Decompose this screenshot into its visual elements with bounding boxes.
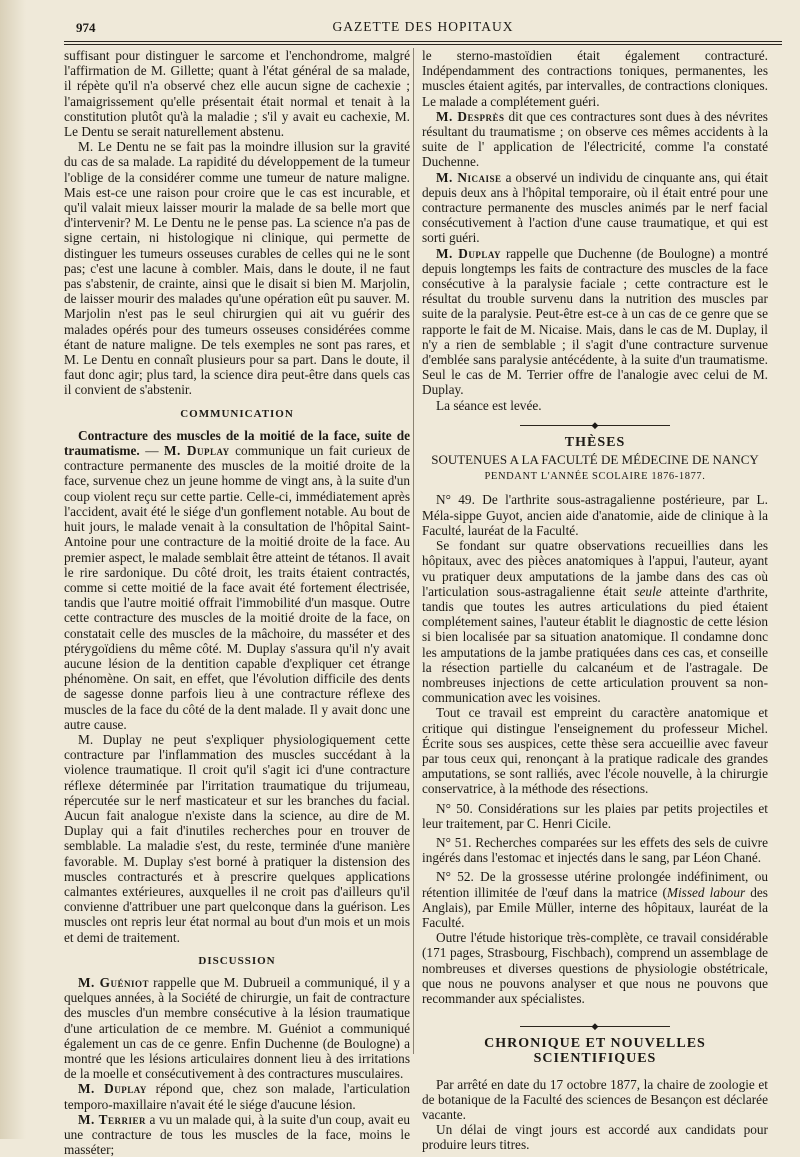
section-heading-communication: COMMUNICATION <box>180 407 294 420</box>
author-name: M. Desprès <box>436 108 505 124</box>
ornamental-separator <box>422 421 768 429</box>
paragraph: suffisant pour distinguer le sarcome et l'enchondrome, malgré l'affirmation de M. Gillette; quant à l'état général de sa malade, il répète qu'il n'a observé chez elle aucun signe de cachexie ; l'amaigrissement qu'elle présentait était normal et tenait à la constitution plutôt qu'à la maladie ; s'il y avait eu cachexie, M. Le Dentu se serait naturellement abstenu. <box>64 48 410 140</box>
header-rule-top <box>64 41 782 42</box>
thesis-entry: N° 49. De l'arthrite sous-astragalienne postérieure, par L. Méla-sippe Guyot, ancien aide d'anatomie, aide de clinique à la Faculté, lauréat de la Faculté. <box>422 492 768 538</box>
column-divider <box>413 48 414 1054</box>
author-name: M. Terrier <box>78 1111 147 1127</box>
discussion-paragraph: M. Terrier a vu un malade qui, à la suite d'un coup, avait eu une contracture de tous les muscles de la face, moins le masséter; <box>64 1111 410 1157</box>
page-number: 974 <box>76 20 96 35</box>
theses-period: PENDANT L'ANNÉE SCOLAIRE 1876-1877. <box>484 471 706 483</box>
discussion-paragraph: M. Nicaise a observé un individu de cinquante ans, qui était depuis deux ans à l'hôpital temporaire, où il était entré pour une contracture permanente des muscles animés par le nerf facial consécutivement à l'action d'une cause traumatique, et qui est sorti guéri. <box>422 169 768 246</box>
paragraph: Un délai de vingt jours est accordé aux candidats pour produire leurs titres. <box>422 1122 768 1153</box>
paragraph: le sterno-mastoïdien était également contracturé. Indépendamment des contractions toniques, permanentes, les muscles étaient agités, par intervalles, de contractions cloniques. Le malade a complétement guéri. <box>422 48 768 109</box>
discussion-paragraph: M. Duplay répond que, chez son malade, l'articulation temporo-maxillaire n'avait été le siége d'aucune lésion. <box>64 1081 410 1112</box>
paragraph: M. Duplay ne peut s'expliquer physiologiquement cette contracture par l'inflammation des muscles succédant à la violence traumatique. Il croit qu'il s'agit ici d'une contracture réflexe déterminée par l'irritation traumatique du trijumeau, répercutée sur le nerf masticateur et sur les branches du facial. Aucun fait analogue n'existe dans la science, au dire de M. Duplay qui a fait d'inutiles recherches pour en trouver de semblable. La maladie s'est, du reste, terminée d'une manière favorable. M. Duplay s'est borné à pratiquer la distension des muscles contracturés et à prescrire quelques applications calmantes extérieures, auxquelles il ne croit pas d'ailleurs qu'il convienne d'attribuer une part quelconque dans la guérison. Les muscles ont repris leur état normal au bout d'un mois et un mois et demi de traitement. <box>64 731 410 945</box>
author-name: M. Duplay <box>436 245 502 261</box>
thesis-entry: N° 51. Recherches comparées sur les effets des sels de cuivre ingérés dans l'estomac et injectés dans le sang, par Léon Chané. <box>422 834 768 866</box>
thesis-entry: N° 52. De la grossesse utérine prolongée indéfiniment, ou rétention illimitée de l'œuf dans la matrice (Missed labour des Anglais), par Emile Müller, interne des hôpitaux, lauréat de la Faculté. <box>422 869 768 930</box>
communication-paragraph: Contracture des muscles de la moitié de la face, suite de traumatisme. — M. Duplay communique un fait curieux de contracture permanente des muscles de la moitié droite de la face, survenue chez un jeune homme de vingt ans, à la suite d'un coup violent reçu sur cette partie. Celle-ci, immédiatement après l'accident, avait été le siége d'un gonflement notable. Au bout de huit jours, le malade venait à la consultation de l'hôpital Saint-Antoine pour une contracture de la moitié droite de la face. Au premier aspect, le malade semblait être atteint de tétanos. Il avait le rire sardonique. Du côté droit, les traits étaient contractés, comme si cette moitié de la face avait été fortement électrisée, tandis que l'autre moitié offrait l'immobilité d'un masque. Outre cette contracture des muscles de la moitié droite de la face, on constatait celle des muscles de la mâchoire, du masséter et des ptérygoïdiens du même côté. M. Duplay s'assura qu'il n'y avait aucune lésion de la dentition capable d'expliquer cet étrange phénomène. On sait, en effet, que l'évolution difficile des dents de sagesse donne parfois lieu à une contracture réflexe des muscles de la face du côté de la dent malade. Il y avait donc une autre cause. <box>64 427 410 732</box>
theses-heading: THÈSES <box>564 434 626 450</box>
discussion-paragraph: M. Duplay rappelle que Duchenne (de Boulogne) a montré depuis longtemps les faits de contracture des muscles de la face consécutive à la paralysie faciale ; cette contracture est le résultat du trouble survenu dans la nutrition des muscles par suite de la paralysie. Peut-être est-ce à un cas de ce genre que se rapporte le fait de M. Nicaise. Mais, dans le cas de M. Duplay, il n'y a rien de semblable ; il s'agit d'une contracture survenue d'emblée sans paralysie antécédente, à la suite d'un traumatisme. Seul le cas de M. Terrier offre de l'analogie avec celui de M. Duplay. <box>422 245 768 398</box>
left-column <box>64 48 410 1157</box>
paragraph: Tout ce travail est empreint du caractère anatomique et critique qui distingue l'enseignement du professeur Michel. Écrite sous ses auspices, cette thèse sera accueillie avec faveur par tous ceux qui, renonçant à la pratique radicale des grandes amputations, se sont ralliés, avec l'école nouvelle, à la chirurgie conservatrice, à la méthode des résections. <box>422 705 768 797</box>
paragraph: Par arrêté en date du 17 octobre 1877, la chaire de zoologie et de botanique de la Faculté des sciences de Besançon est déclarée vacante. <box>422 1076 768 1122</box>
journal-title: GAZETTE DES HOPITAUX <box>332 19 514 34</box>
closing-line: La séance est levée. <box>436 397 542 413</box>
right-column <box>422 48 768 1153</box>
author-name: M. Guéniot <box>78 974 149 990</box>
paragraph: Se fondant sur quatre observations recueillies dans les hôpitaux, avec des pièces anatomiques à l'appui, l'auteur, ayant vu pratiquer deux amputations de la jambe dans des cas où l'articulation sous-astragalienne était seule atteinte d'arthrite, tandis que toutes les autres articulations du pied étaient complétement saines, l'auteur établit le diagnostic de cette lésion si bien localisée par sa situation anatomique. Il condamne donc les amputations de la jambe pratiquées dans ces cas, et conseille la résection partielle du calcanéum et de l'astragale. De nombreuses injections de cette articulation prouvent sa non-communication avec les voisines. <box>422 538 768 706</box>
paragraph: Outre l'étude historique très-complète, ce travail considérable (171 pages, Strasbourg, Fischbach), comprend un assemblage de nombreuses et diverses questions de physiologie obstétricale, que nous ne pouvons analyser et que nous ne pouvons que recommander aux spécialistes. <box>422 930 768 1006</box>
author-name: M. Duplay <box>164 443 230 459</box>
chronicle-heading: CHRONIQUE ET NOUVELLES SCIENTIFIQUES <box>484 1036 706 1067</box>
page-edge-shading <box>0 0 26 1139</box>
author-name: M. Nicaise <box>436 169 502 185</box>
paragraph: M. Le Dentu ne se fait pas la moindre illusion sur la gravité du cas de sa malade. La rapidité du développement de la tumeur l'oblige de la considérer comme une tumeur de nature maligne. Mais est-ce une raison pour croire que le cas est incurable, et qu'il valait mieux laisser mourir la malade de sa belle mort que d'intervenir? M. Le Dentu ne le pense pas. La science n'a pas de signe certain, ni histologique ni clinique, qui permette de distinguer les tumeurs osseuses curables de celles qui ne le sont pas; c'est une lacune à combler. Mais, dans le doute, il ne faut pas s'abstenir, de crainte, ainsi que le disait si bien M. Marjolin, de laisser mourir des malades qu'une opération eût pu sauver. M. Marjolin n'est pas le seul chirurgien qui ait vu guérir des malades opérés pour des tumeurs osseuses considérées comme étant de nature maligne. De tels exemples ne sont pas rares, et M. Le Dentu en connaît plusieurs pour sa part. Dans le doute, il faut donc agir; plus tard, la science dira peut-être dans quels cas il convient de s'abstenir. <box>64 139 410 398</box>
header-rule-bottom <box>64 44 782 45</box>
page-header <box>64 16 782 40</box>
theses-subheading: SOUTENUES A LA FACULTÉ DE MÉDECINE DE NANCY <box>431 452 759 468</box>
section-heading-discussion: DISCUSSION <box>198 954 276 967</box>
ornamental-separator <box>422 1022 768 1030</box>
discussion-paragraph: M. Desprès dit que ces contractures sont dues à des névrites résultant du traumatisme ; on observe ces mêmes accidents à la suite de l' application de l'électricité, comme l'a constaté Duchenne. <box>422 108 768 170</box>
communication-title: Contracture des muscles de la moitié de la face, suite de traumatisme. <box>64 427 410 459</box>
discussion-paragraph: M. Guéniot rappelle que M. Dubrueil a communiqué, il y a quelques années, à la Société de chirurgie, un fait de contracture des muscles d'un membre consécutive à la lésion traumatique d'une articulation de ce membre. M. Guéniot a communiqué également un cas de ce genre. Enfin Duchenne (de Boulogne) a montré que les lésions articulaires donnent lieu à des irritations de la moelle et consécutivement à des contractures musculaires. <box>64 974 410 1082</box>
thesis-entry: N° 50. Considérations sur les plaies par petits projectiles et leur traitement, par C. Henri Cicile. <box>422 800 768 831</box>
author-name: M. Duplay <box>78 1081 147 1097</box>
